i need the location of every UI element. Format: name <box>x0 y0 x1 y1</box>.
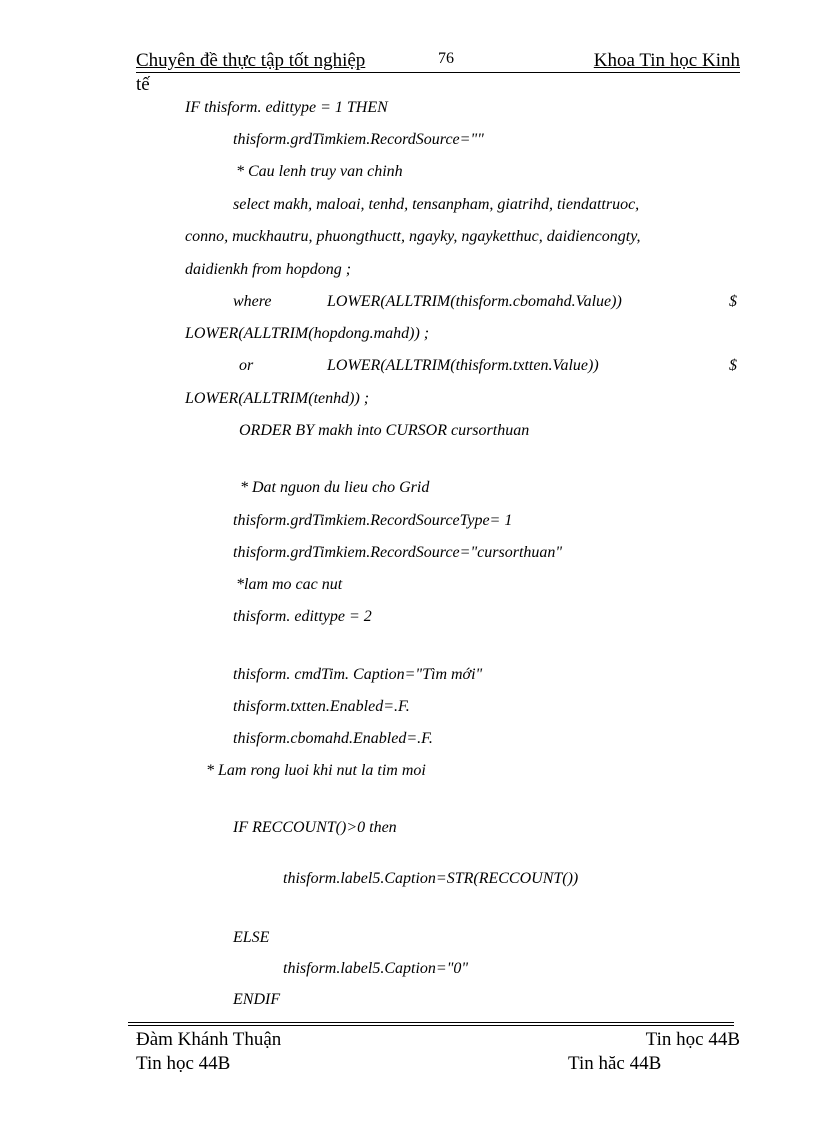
code-line: thisform.grdTimkiem.RecordSource="cursorthuan" <box>233 544 563 561</box>
code-line: ORDER BY makh into CURSOR cursorthuan <box>239 422 530 439</box>
header-title: Chuyên đề thực tập tốt nghiệp <box>136 50 366 71</box>
code-line: $ <box>729 293 737 310</box>
code-line: thisform.label5.Caption="0" <box>283 960 469 977</box>
code-line: IF RECCOUNT()>0 then <box>233 819 397 836</box>
code-line: thisform.label5.Caption=STR(RECCOUNT()) <box>283 870 579 887</box>
code-line: LOWER(ALLTRIM(thisform.cbomahd.Value)) <box>327 293 622 310</box>
code-line: LOWER(ALLTRIM(tenhd)) ; <box>185 390 370 407</box>
code-line: LOWER(ALLTRIM(thisform.txtten.Value)) <box>327 357 599 374</box>
code-line: thisform.cbomahd.Enabled=.F. <box>233 730 433 747</box>
code-line: where <box>233 293 272 310</box>
footer-rule <box>128 1025 734 1026</box>
page-number: 76 <box>438 50 454 67</box>
footer-rule <box>128 1022 734 1023</box>
code-line: ENDIF <box>233 991 281 1008</box>
footer-class-left: Tin học 44B <box>136 1053 231 1074</box>
code-line: or <box>239 357 254 374</box>
code-line: LOWER(ALLTRIM(hopdong.mahd)) ; <box>185 325 430 342</box>
code-line: *lam mo cac nut <box>236 576 343 593</box>
code-line: thisform.grdTimkiem.RecordSource="" <box>233 131 484 148</box>
header-department: Khoa Tin học Kinh <box>593 50 740 71</box>
code-line: * Cau lenh truy van chinh <box>236 163 403 180</box>
footer-class-right-2: Tin hăc 44B <box>568 1053 662 1074</box>
footer-class-right: Tin học 44B <box>645 1029 740 1050</box>
code-line: thisform. cmdTim. Caption="Tìm mới" <box>233 666 483 683</box>
code-line: thisform. edittype = 2 <box>233 608 372 625</box>
code-line: * Lam rong luoi khi nut la tim moi <box>206 762 426 779</box>
code-line: conno, muckhautru, phuongthuctt, ngayky, ngayketthuc, daidiencongty, <box>185 228 641 245</box>
code-line: daidienkh from hopdong ; <box>185 261 352 278</box>
header-rule <box>136 72 740 73</box>
code-line: IF thisform. edittype = 1 THEN <box>185 99 388 116</box>
code-line: thisform.txtten.Enabled=.F. <box>233 698 410 715</box>
code-line: select makh, maloai, tenhd, tensanpham, giatrihd, tiendattruoc, <box>233 196 640 213</box>
code-line: ELSE <box>233 929 270 946</box>
header-department-continued: tế <box>136 74 150 95</box>
code-line: $ <box>729 357 737 374</box>
code-line: thisform.grdTimkiem.RecordSourceType= 1 <box>233 512 513 529</box>
code-line: * Dat nguon du lieu cho Grid <box>240 479 430 496</box>
footer-author: Đàm Khánh Thuận <box>136 1029 282 1050</box>
